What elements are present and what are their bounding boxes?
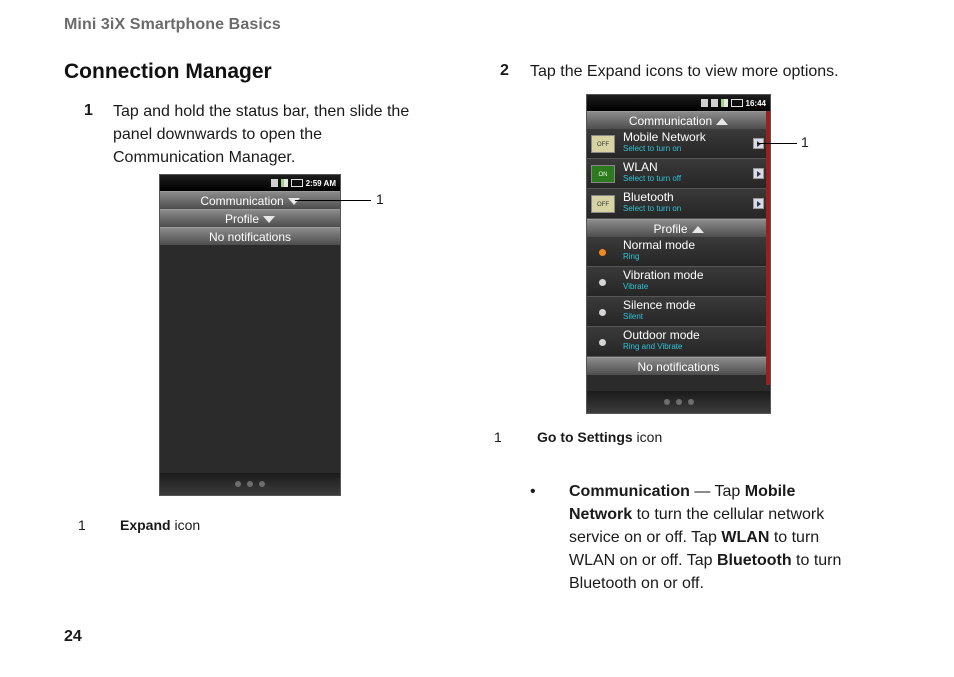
page-number: 24	[64, 628, 82, 645]
signal-icon	[721, 99, 728, 107]
row-title: Vibration mode	[623, 268, 704, 282]
handle-dot	[259, 481, 265, 487]
handle-dot	[688, 399, 694, 405]
wlan-row[interactable]	[587, 159, 770, 189]
screenshot-communication-manager	[586, 94, 771, 414]
bullet-span: to turn the cellular network service on or off. Tap	[569, 506, 825, 546]
caption-text	[120, 517, 200, 533]
bullet-term-communication: Communication	[569, 483, 690, 500]
callout-number: 1	[376, 191, 384, 207]
signal-icon	[281, 179, 288, 187]
sd-card-icon	[271, 179, 278, 187]
handle-dot	[235, 481, 241, 487]
bullet-span: — Tap	[689, 483, 745, 500]
communication-label: Communication	[200, 194, 284, 208]
step-2-text: Tap the Expand icons to view more options.	[530, 63, 839, 80]
caption-number: 1	[494, 429, 502, 445]
row-subtitle: Ring	[623, 252, 640, 261]
communication-header[interactable]	[587, 111, 770, 129]
step-1-number: 1	[84, 102, 93, 119]
step-2-number: 2	[500, 62, 509, 79]
bluetooth-row[interactable]	[587, 189, 770, 219]
clock: 2:59 AM	[305, 178, 336, 188]
radio-button[interactable]	[599, 309, 606, 316]
sd-card-icon	[701, 99, 708, 107]
bullet-term-bluetooth: Bluetooth	[716, 552, 792, 569]
running-header: Mini 3iX Smartphone Basics	[64, 16, 281, 33]
profile-label: Profile	[224, 212, 259, 226]
row-subtitle: Ring and Vibrate	[623, 342, 683, 351]
profile-header[interactable]	[587, 219, 770, 237]
callout-line	[757, 143, 797, 144]
row-title: Normal mode	[623, 238, 696, 252]
bullet-symbol: •	[530, 483, 536, 500]
row-title: WLAN	[623, 160, 658, 174]
radio-button[interactable]	[599, 279, 606, 286]
status-bar[interactable]	[587, 95, 770, 111]
bullet-span: to turn Bluetooth on or off.	[569, 552, 842, 592]
radio-button-selected[interactable]	[599, 249, 606, 256]
profile-label: Profile	[653, 222, 688, 236]
callout-number: 1	[801, 134, 809, 150]
handle-dot	[664, 399, 670, 405]
bullet-term-mobile-network: Mobile Network	[569, 483, 796, 523]
collapse-icon[interactable]	[716, 118, 728, 125]
bullet-span: to turn WLAN on or off. Tap	[569, 529, 820, 569]
clock: 16:44	[745, 98, 766, 108]
status-bar[interactable]	[160, 175, 340, 191]
row-subtitle: Select to turn off	[623, 174, 682, 183]
screenshot-notification-panel	[159, 174, 341, 496]
wlan-toggle[interactable]: ON	[591, 165, 615, 183]
caption-rest: icon	[632, 429, 663, 445]
caption-bold: Go to Settings	[537, 429, 633, 445]
handle-dot	[247, 481, 253, 487]
vibration-mode-row[interactable]	[587, 267, 770, 297]
section-title: Connection Manager	[64, 60, 272, 83]
handle-dot	[676, 399, 682, 405]
caption-number: 1	[78, 517, 86, 533]
drag-handle[interactable]	[160, 473, 340, 495]
caption-rest: icon	[170, 517, 201, 533]
callout-line	[295, 200, 371, 201]
battery-icon	[731, 99, 743, 107]
communication-label: Communication	[628, 114, 713, 128]
radio-button[interactable]	[599, 339, 606, 346]
row-title: Bluetooth	[623, 190, 674, 204]
caption-bold: Expand	[120, 517, 171, 533]
row-subtitle: Silent	[623, 312, 644, 321]
row-subtitle: Select to turn on	[623, 204, 682, 213]
row-title: Mobile Network	[623, 130, 706, 144]
bullet-text	[569, 480, 859, 595]
normal-mode-row[interactable]	[587, 237, 770, 267]
profile-header[interactable]	[160, 209, 340, 227]
mobile-network-row[interactable]	[587, 129, 770, 159]
row-title: Outdoor mode	[623, 328, 700, 342]
go-to-settings-icon[interactable]	[753, 198, 764, 209]
bluetooth-toggle[interactable]: OFF	[591, 195, 615, 213]
mobile-network-toggle[interactable]: OFF	[591, 135, 615, 153]
collapse-icon[interactable]	[692, 226, 704, 233]
drag-handle[interactable]	[587, 391, 770, 413]
row-title: Silence mode	[623, 298, 696, 312]
row-subtitle: Vibrate	[623, 282, 649, 291]
outdoor-mode-row[interactable]	[587, 327, 770, 357]
step-1-text: Tap and hold the status bar, then slide the panel downwards to open the Communication Manager.	[113, 103, 410, 166]
battery-icon	[291, 179, 303, 187]
silence-mode-row[interactable]	[587, 297, 770, 327]
go-to-settings-icon[interactable]	[753, 168, 764, 179]
notifications-header: No notifications	[160, 227, 340, 245]
caption-text	[537, 429, 662, 445]
row-subtitle: Select to turn on	[623, 144, 682, 153]
side-stripe	[766, 111, 770, 385]
expand-icon[interactable]	[263, 216, 275, 223]
bullet-term-wlan: WLAN	[721, 529, 770, 546]
notifications-header: No notifications	[587, 357, 770, 375]
usb-icon	[711, 99, 718, 107]
